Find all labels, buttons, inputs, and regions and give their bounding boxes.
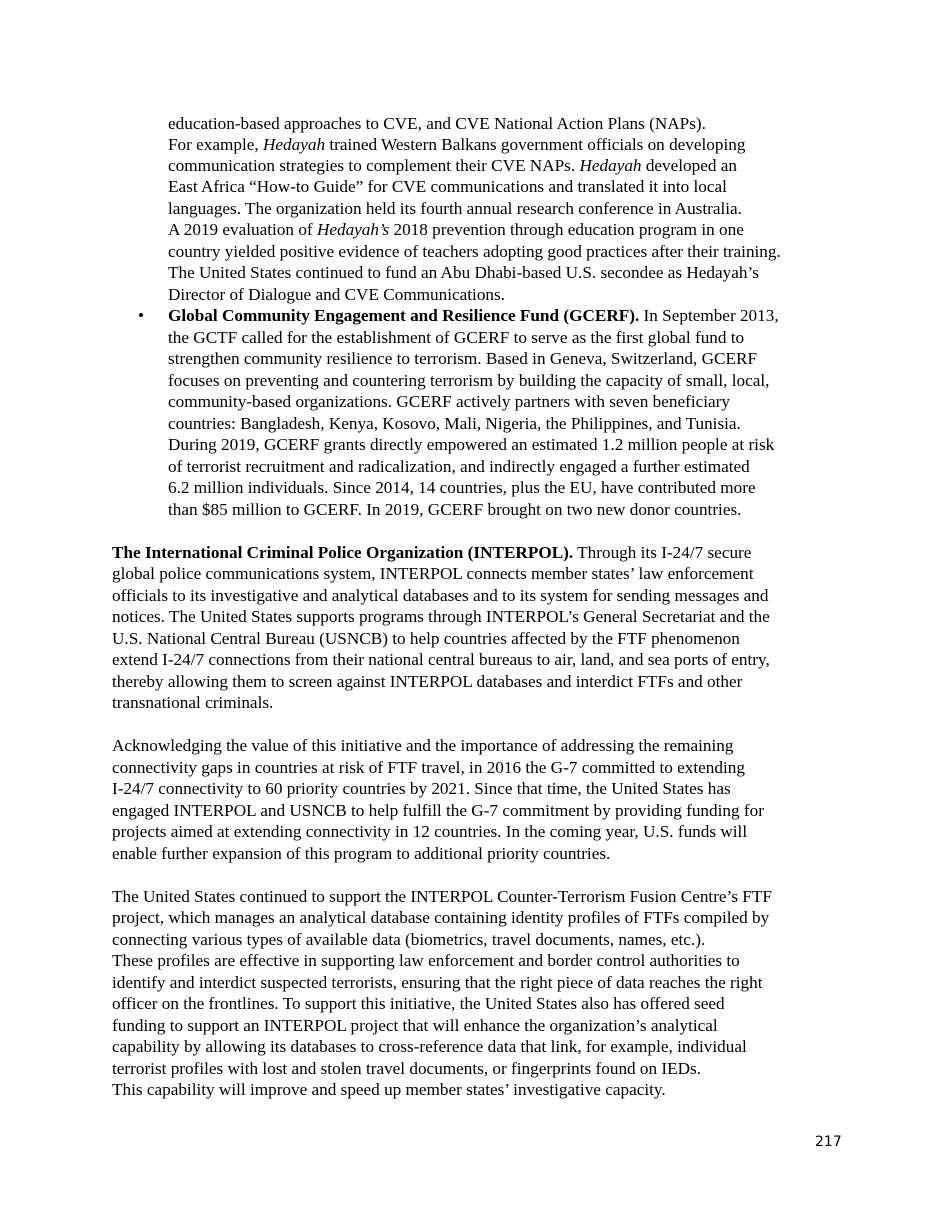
text-line: officials to its investigative and analytical databases and to its system for sending messages and (112, 586, 769, 605)
text-line: This capability will improve and speed up member states’ investigative capacity. (112, 1080, 666, 1099)
text-line: connectivity gaps in countries at risk of FTF travel, in 2016 the G-7 committed to extending (112, 758, 745, 777)
text-line: I-24/7 connectivity to 60 priority countries by 2021. Since that time, the United States has (112, 779, 731, 798)
text-line: education-based approaches to CVE, and CVE National Action Plans (NAPs). (168, 114, 706, 133)
text-line: 6.2 million individuals. Since 2014, 14 countries, plus the EU, have contributed more (168, 478, 756, 497)
text-line: The United States continued to support the INTERPOL Counter-Terrorism Fusion Centre’s FTF (112, 887, 772, 906)
text-line: country yielded positive evidence of teachers adopting good practices after their training. (168, 242, 781, 261)
text-line: thereby allowing them to screen against INTERPOL databases and interdict FTFs and other (112, 672, 743, 691)
text-line: projects aimed at extending connectivity in 12 countries. In the coming year, U.S. funds will (112, 822, 748, 841)
text-line: languages. The organization held its fourth annual research conference in Australia. (168, 199, 742, 218)
text-line: connecting various types of available data (biometrics, travel documents, names, etc.). (112, 930, 706, 949)
text-line: transnational criminals. (112, 693, 274, 712)
text-line: A 2019 evaluation of Hedayah’s 2018 prevention through education program in one (168, 220, 744, 239)
text-line: than $85 million to GCERF. In 2019, GCERF brought on two new donor countries. (168, 500, 742, 519)
text-line: enable further expansion of this program to additional priority countries. (112, 844, 611, 863)
text-line: officer on the frontlines. To support this initiative, the United States also has offered seed (112, 994, 725, 1013)
text-line: Acknowledging the value of this initiative and the importance of addressing the remaining (112, 736, 734, 755)
text-line: These profiles are effective in supporting law enforcement and border control authorities to (112, 951, 740, 970)
gcerf-heading: Global Community Engagement and Resilience Fund (GCERF). (168, 306, 640, 325)
text-line: East Africa “How-to Guide” for CVE communications and translated it into local (168, 177, 727, 196)
text-line: The United States continued to fund an Abu Dhabi-based U.S. secondee as Hedayah’s (168, 263, 759, 282)
text-line: communication strategies to complement their CVE NAPs. Hedayah developed an (168, 156, 737, 175)
text-line: Director of Dialogue and CVE Communications. (168, 285, 505, 304)
text-line: of terrorist recruitment and radicalization, and indirectly engaged a further estimated (168, 457, 750, 476)
text-line: identify and interdict suspected terrorists, ensuring that the right piece of data reaches the right (112, 973, 763, 992)
text-line: For example, Hedayah trained Western Balkans government officials on developing (168, 135, 746, 154)
text-line: countries: Bangladesh, Kenya, Kosovo, Mali, Nigeria, the Philippines, and Tunisia. (168, 414, 741, 433)
organization-name-italic: Hedayah (579, 156, 642, 175)
text-line: funding to support an INTERPOL project that will enhance the organization’s analytical (112, 1016, 718, 1035)
text-line: capability by allowing its databases to cross-reference data that link, for example, individual (112, 1037, 747, 1056)
text-line: Global Community Engagement and Resilience Fund (GCERF). In September 2013, (168, 306, 779, 325)
text-line: focuses on preventing and countering terrorism by building the capacity of small, local, (168, 371, 770, 390)
interpol-heading: The International Criminal Police Organization (INTERPOL). (112, 543, 574, 562)
text-line: The International Criminal Police Organization (INTERPOL). Through its I-24/7 secure (112, 543, 752, 562)
page-number: 217 (815, 1134, 842, 1150)
text-line: terrorist profiles with lost and stolen travel documents, or fingerprints found on IEDs. (112, 1059, 702, 1078)
text-line: U.S. National Central Bureau (USNCB) to help countries affected by the FTF phenomenon (112, 629, 740, 648)
organization-name-italic: Hedayah’s (316, 220, 390, 239)
text-line: engaged INTERPOL and USNCB to help fulfill the G-7 commitment by providing funding for (112, 801, 764, 820)
text-line: During 2019, GCERF grants directly empowered an estimated 1.2 million people at risk (168, 435, 775, 454)
text-line: project, which manages an analytical database containing identity profiles of FTFs compiled by (112, 908, 770, 927)
bullet-marker: • (138, 306, 144, 325)
organization-name-italic: Hedayah (263, 135, 326, 154)
text-line: community-based organizations. GCERF actively partners with seven beneficiary (168, 392, 730, 411)
text-line: extend I-24/7 connections from their national central bureaus to air, land, and sea ports of entry, (112, 650, 770, 669)
text-line: global police communications system, INTERPOL connects member states’ law enforcement (112, 564, 754, 583)
text-line: notices. The United States supports programs through INTERPOL’s General Secretariat and the (112, 607, 770, 626)
text-line: the GCTF called for the establishment of GCERF to serve as the first global fund to (168, 328, 745, 347)
text-line: strengthen community resilience to terrorism. Based in Geneva, Switzerland, GCERF (168, 349, 758, 368)
